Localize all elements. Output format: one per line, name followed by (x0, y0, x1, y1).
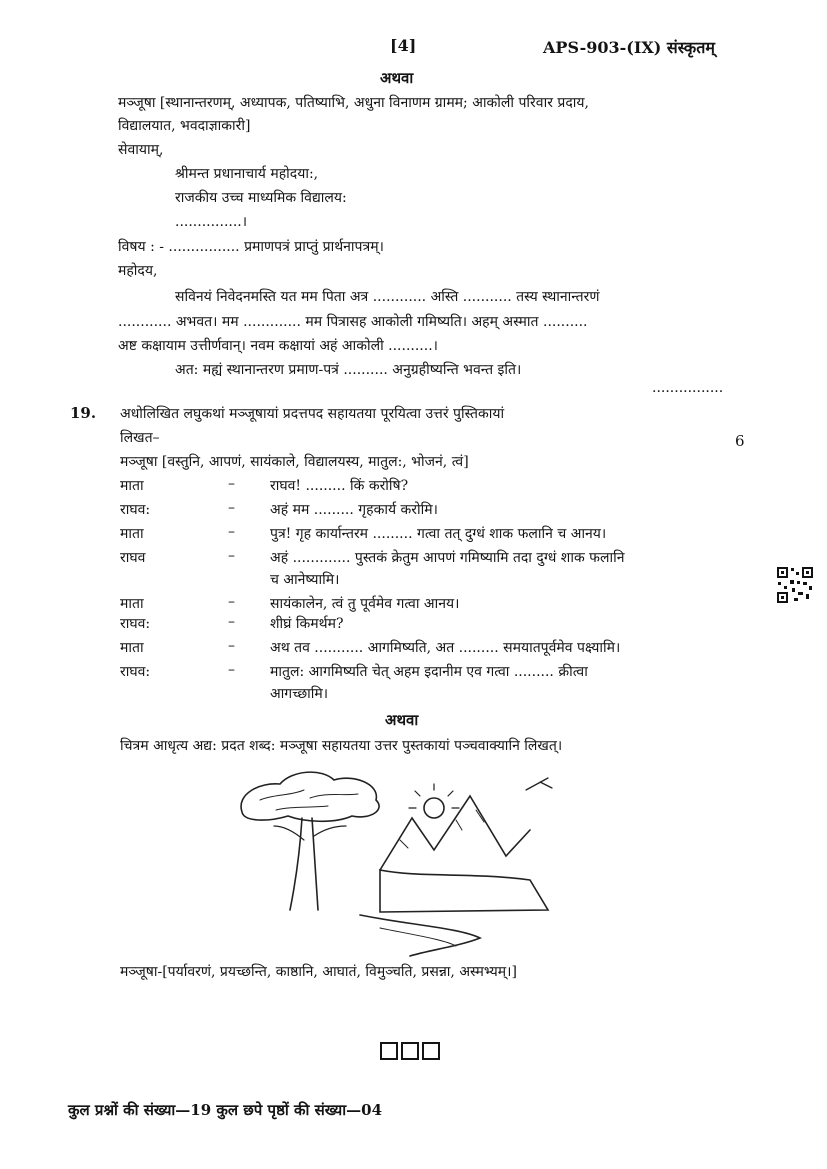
dialogue-speaker: राघव: (120, 664, 151, 680)
tree-trunk-icon (290, 818, 318, 910)
dialogue-speaker: माता (120, 596, 144, 612)
landscape-sketch-image (230, 760, 570, 960)
word-box-picture: मञ्जूषा-[पर्यावरणं, प्रयच्छन्ति, काष्ठानि, आघातं, विमुञ्चति, प्रसन्ना, अस्मभ्यम्।] (120, 964, 517, 980)
dialogue-line: मातुल: आगमिष्यति चेत् अहम इदानीम एव गत्वा ......... क्रीत्वा (270, 664, 588, 680)
question-number: 19. (70, 404, 97, 422)
address-line-3: ...............। (175, 214, 248, 230)
paper-code: APS-903-(IX) संस्कृतम् (543, 38, 715, 57)
dialogue-dash: – (228, 594, 235, 610)
qr-code-icon (776, 566, 814, 604)
dialogue-speaker: माता (120, 478, 144, 494)
word-box-story: मञ्जूषा [वस्तुनि, आपणं, सायंकाले, विद्यालयस्य, मातुल:, भोजनं, त्वं] (120, 454, 469, 470)
dialogue-dash: – (228, 548, 235, 564)
dialogue-dash: – (228, 524, 235, 540)
dialogue-dash: – (228, 476, 235, 492)
athava-heading-2: अथवा (385, 711, 419, 729)
land-icon (380, 870, 548, 912)
dialogue-line: अथ तव ........... आगमिष्यति, अत ......... समयातपूर्वमेव पक्ष्यामि। (270, 640, 621, 656)
mountains-icon (380, 796, 530, 870)
tree-crown-icon (241, 772, 379, 821)
address-line-1: श्रीमन्त प्रधानाचार्य महोदया:, (175, 166, 319, 182)
marks: 6 (735, 432, 745, 450)
end-marker-boxes (380, 1042, 440, 1060)
dialogue-line-continued: च आनेष्यामि। (270, 572, 340, 588)
dialogue-speaker: माता (120, 526, 144, 542)
word-box-line-2: विद्यालयात, भवदाज्ञाकारी] (118, 118, 251, 134)
address-line-2: राजकीय उच्च माध्यमिक विद्यालय: (175, 190, 347, 206)
athava-heading-1: अथवा (380, 69, 414, 87)
salutation-sevayam: सेवायाम्, (118, 142, 164, 158)
dialogue-speaker: माता (120, 640, 144, 656)
question-instruction-line-2: लिखत– (120, 430, 160, 446)
dialogue-speaker: राघव: (120, 616, 151, 632)
dialogue-line-continued: आगच्छामि। (270, 686, 329, 702)
end-box-icon (380, 1042, 398, 1060)
letter-body-line-3: अष्ट कक्षायाम उत्तीर्णवान्। नवम कक्षायां अहं आकोली ..........। (118, 338, 438, 354)
picture-instruction: चित्रम आधृत्य अद्य: प्रदत शब्द: मञ्जूषा सहायतया उत्तर पुस्तकायां पञ्चवाक्यानि लिखत्। (120, 738, 563, 754)
question-instruction-line-1: अधोलिखित लघुकथां मञ्जूषायां प्रदत्तपद सहायतया पूरयित्वा उत्तरं पुस्तिकायां (120, 406, 505, 422)
dialogue-dash: – (228, 638, 235, 654)
word-box-line-1: मञ्जूषा [स्थानान्तरणम्, अध्यापक, पतिष्याभि, अधुना विनाणम ग्रामम; आकोली परिवार प्रदाय, (118, 95, 589, 111)
letter-mahoday: महोदय, (118, 263, 158, 279)
dialogue-line: शीघ्रं किमर्थम? (270, 616, 344, 632)
trailing-dots: ................ (652, 380, 724, 396)
footer-counts: कुल प्रश्नों की संख्या—19 कुल छपे पृष्ठों की संख्या—04 (68, 1101, 383, 1119)
end-box-icon (401, 1042, 419, 1060)
letter-body-line-4: अत: मह्यं स्थानान्तरण प्रमाण-पत्रं .......... अनुग्रहीष्यन्ति भवन्त इति। (175, 362, 522, 378)
dialogue-dash: – (228, 662, 235, 678)
letter-body-line-1: सविनयं निवेदनमस्ति यत मम पिता अत्र ............ अस्ति ........... तस्य स्थानान्तरणं (175, 289, 600, 305)
dialogue-dash: – (228, 614, 235, 630)
page-number: [4] (390, 36, 417, 55)
end-box-icon (422, 1042, 440, 1060)
dialogue-line: राघव! ......... किं करोषि? (270, 478, 409, 494)
letter-body-line-2: ............ अभवत। मम ............. मम पित्रासह आकोली गमिष्यति। अहम् अस्मात .......... (118, 314, 588, 330)
dialogue-line: पुत्र! गृह कार्यान्तरम ......... गत्वा तत् दुग्धं शाक फलानि च आनय। (270, 526, 607, 542)
dialogue-line: सायंकालेन, त्वं तु पूर्वमेव गत्वा आनय। (270, 596, 460, 612)
dialogue-speaker: राघव (120, 550, 146, 566)
dialogue-dash: – (228, 500, 235, 516)
sun-icon (424, 798, 444, 818)
dialogue-line: अहं ............. पुस्तकं क्रेतुम आपणं गमिष्यामि तदा दुग्धं शाक फलानि (270, 550, 625, 566)
letter-subject: विषय : - ................ प्रमाणपत्रं प्राप्तुं प्रार्थनापत्रम्। (118, 239, 384, 255)
dialogue-speaker: राघव: (120, 502, 151, 518)
dialogue-line: अहं मम ......... गृहकार्य करोमि। (270, 502, 438, 518)
